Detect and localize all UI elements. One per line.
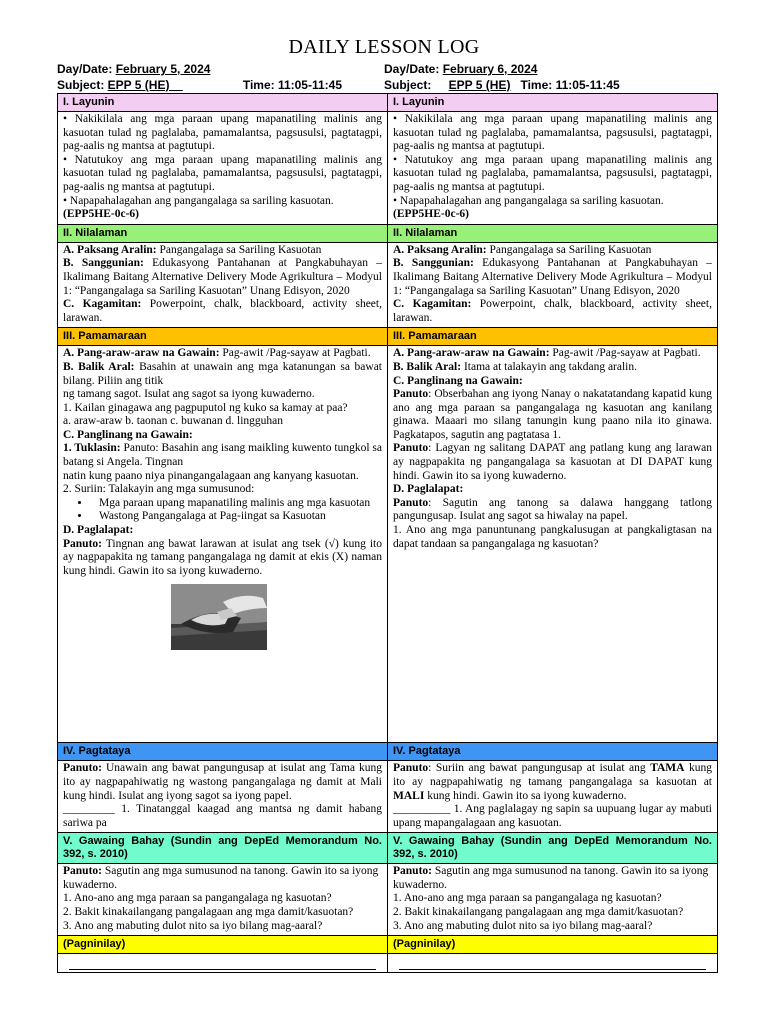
- answer-line: [399, 955, 706, 970]
- section-header: II. Nilalaman: [388, 224, 718, 242]
- section-header: I. Layunin: [388, 94, 718, 112]
- section-header: I. Layunin: [58, 94, 388, 112]
- pagninilay-cell: [388, 954, 718, 973]
- section-pamamaraan-row: [58, 328, 718, 346]
- header-right-subject: Subject: EPP 5 (HE) Time: 11:05-11:45: [384, 78, 620, 92]
- suriin-bullet-list: [63, 497, 382, 524]
- header-right-date: Day/Date: February 6, 2024: [384, 62, 538, 76]
- section-header: III. Pamamaraan: [58, 328, 388, 346]
- pagninilay-cell: [58, 954, 388, 973]
- section-header: IV. Pagtataya: [58, 743, 388, 761]
- pagtataya-content-row: [58, 761, 718, 833]
- section-header: (Pagninilay): [388, 936, 718, 954]
- pamamaraan-left-cell: A. Pang-araw-araw na Gawain: Pag-awit /Pag-sayaw at Pagbati. B. Balik Aral: Basahin at unawain ang mga katanungan sa bawat bilang. Piliin ang titik ng tamang sagot. Isulat ang sagot sa iyong kuwaderno. 1. Kailan ginagawa ang pagpuputol ng kuko sa kamay at paa? a. araw-araw b. taonan c. buwanan d. lingguhan C. Panglinang na Gawain: 1. Tuklasin: Panuto: Basahin ang isang maikling kuwento tungkol sa batang si Angela. Tingnan natin kung paano niya pinangangalagaan ang kanyang kasuotan. 2. Suriin: Talakayin ang mga sumusunod: • Mga paraan upang mapanatiling malinis ang mga kasuotan • Wastong Pangangalaga at Pag-iingat sa Kasuotan D. Paglalapat: Panuto: Tingnan ang bawat larawan at isulat ang tsek (√) kung ito ay nagpapakita ng tamang pangangalaga ng damit at ekis (X) naman kung hindi. Gawin ito sa iyong kuwaderno.: [58, 346, 388, 743]
- time-value: 11:05-11:45: [555, 78, 620, 92]
- nilalaman-cell: A. Paksang Aralin: Pangangalaga sa Sariling Kasuotan B. Sanggunian: Edukasyong Pantahanan at Pangkabuhayan – Ikalimang Baitang Alternative Delivery Mode Agrikultura – Modyul 1: “Pangangalaga sa Sariling Kasuotan” Unang Edisyon, 2020 C. Kagamitan: Powerpoint, chalk, blackboard, activity sheet, larawan.: [388, 242, 718, 328]
- gawain-cell: Panuto: Sagutin ang mga sumusunod na tanong. Gawin ito sa iyong kuwaderno. 1. Ano-ano ang mga paraan sa pangangalaga ng kasuotan? 2. Bakit kinakailangang pangalagaan ang mga damit/kasuotan? 3. Ano ang mabuting dulot nito sa iyo bilang mag-aaral?: [388, 864, 718, 936]
- list-item: • Mga paraan upang mapanatiling malinis ang mga kasuotan: [91, 497, 382, 511]
- pamamaraan-content-row: [58, 346, 718, 743]
- section-gawain-bahay-row: [58, 833, 718, 864]
- date-value: February 6, 2024: [442, 62, 538, 76]
- section-nilalaman-row: [58, 224, 718, 242]
- section-header: III. Pamamaraan: [388, 328, 718, 346]
- section-pagninilay-row: [58, 936, 718, 954]
- section-header: V. Gawaing Bahay (Sundin ang DepEd Memorandum No. 392, s. 2010): [58, 833, 388, 864]
- nilalaman-content-row: [58, 242, 718, 328]
- pagtataya-right-cell: Panuto: Suriin ang bawat pangungusap at isulat ang TAMA kung ito ay nagpapahiwatig ng tamang pangangalaga sa kasuotan at MALI kung hindi. Gawin ito sa iyong kuwaderno. __________ 1. Ang paglalagay ng sapin sa uupuang lugar ay mabuti upang mapangalagaan ang kasuotan.: [388, 761, 718, 833]
- ironing-photo: [171, 584, 267, 650]
- gawain-content-row: [58, 864, 718, 936]
- subject-value: EPP 5 (HE): [448, 78, 511, 92]
- header-left-date: Day/Date: February 5, 2024: [57, 62, 211, 76]
- section-header: II. Nilalaman: [58, 224, 388, 242]
- gawain-cell: Panuto: Sagutin ang mga sumusunod na tanong. Gawin ito sa iyong kuwaderno. 1. Ano-ano ang mga paraan sa pangangalaga ng kasuotan? 2. Bakit kinakailangang pangalagaan ang mga damit/kasuotan? 3. Ano ang mabuting dulot nito sa iyo bilang mag-aaral?: [58, 864, 388, 936]
- section-pagtataya-row: [58, 743, 718, 761]
- header-left-subject: Subject: EPP 5 (HE) Time: 11:05-11:45: [57, 78, 343, 92]
- pagninilay-content-row: [58, 954, 718, 973]
- section-header: IV. Pagtataya: [388, 743, 718, 761]
- list-item: • Wastong Pangangalaga at Pag-iingat sa Kasuotan: [91, 510, 382, 524]
- layunin-cell: • Nakikilala ang mga paraan upang mapanatiling malinis ang kasuotan tulad ng paglalaba, pamamalantsa, pagsusulsi, pagtatagpi, pag-aalis ng mantsa at pagtutupi. • Natutukoy ang mga paraan upang mapanatiling malinis ang kasuotan tulad ng paglalaba, pamamalantsa, pagsusulsi, pagtatagpi, pag-aalis ng mantsa at pagtutupi. • Napapahalagahan ang pangangalaga sa sariling kasuotan. (EPP5HE-0c-6): [388, 112, 718, 225]
- subject-value: EPP 5 (HE): [107, 78, 170, 92]
- lesson-log-table: [57, 93, 718, 973]
- layunin-cell: • Nakikilala ang mga paraan upang mapanatiling malinis ang kasuotan tulad ng paglalaba, pamamalantsa, pagsusulsi, pagtatagpi, pag-aalis ng mantsa at pagtutupi. • Natutukoy ang mga paraan upang mapanatiling malinis ang kasuotan tulad ng paglalaba, pamamalantsa, pagsusulsi, pagtatagpi, pag-aalis ng mantsa at pagtutupi. • Napapahalagahan ang pangangalaga sa sariling kasuotan. (EPP5HE-0c-6): [58, 112, 388, 225]
- section-layunin-row: [58, 94, 718, 112]
- nilalaman-cell: A. Paksang Aralin: Pangangalaga sa Sariling Kasuotan B. Sanggunian: Edukasyong Pantahanan at Pangkabuhayan – Ikalimang Baitang Alternative Delivery Mode Agrikultura – Modyul 1: “Pangangalaga sa Sariling Kasuotan” Unang Edisyon, 2020 C. Kagamitan: Powerpoint, chalk, blackboard, activity sheet, larawan.: [58, 242, 388, 328]
- time-value: 11:05-11:45: [277, 78, 343, 92]
- pagtataya-left-cell: Panuto: Unawain ang bawat pangungusap at isulat ang Tama kung ito ay nagpapahiwatig ng wastong pangangalaga ng damit at Mali kung hindi. Isulat ang iyong sagot sa iyong papel. _________ 1. Tinatanggal kaagad ang mantsa ng damit habang sariwa pa: [58, 761, 388, 833]
- section-header: V. Gawaing Bahay (Sundin ang DepEd Memorandum No. 392, s. 2010): [388, 833, 718, 864]
- date-value: February 5, 2024: [115, 62, 211, 76]
- pamamaraan-right-cell: A. Pang-araw-araw na Gawain: Pag-awit /Pag-sayaw at Pagbati. B. Balik Aral: Itama at talakayin ang takdang aralin. C. Panglinang na Gawain: Panuto: Obserbahan ang iyong Nanay o nakatatandang kapatid kung ano ang mga paraan sa pangangalaga ng kasuotan ang kanilang ginawa. Maaari mo silang tanungin kung paano nila ito ginawa. Pagkatapos, sagutin ang pagtatasa 1. Panuto: Lagyan ng salitang DAPAT ang patlang kung ang larawan ay nagpapakita ng pangangalaga sa kasuotan at DI DAPAT kung hindi. Gawin ito sa iyong kuwaderno. D. Paglalapat: Panuto: Sagutin ang tanong sa dalawa hanggang tatlong pangungusap. Isulat ang sagot sa hiwalay na papel. 1. Ano ang mga panuntunang pangkalusugan at pangkaligtasan na dapat tandaan sa pangangalaga ng kasuotan?: [388, 346, 718, 743]
- section-header: (Pagninilay): [58, 936, 388, 954]
- document-title: DAILY LESSON LOG: [288, 36, 480, 58]
- layunin-content-row: [58, 112, 718, 225]
- answer-line: [69, 955, 376, 970]
